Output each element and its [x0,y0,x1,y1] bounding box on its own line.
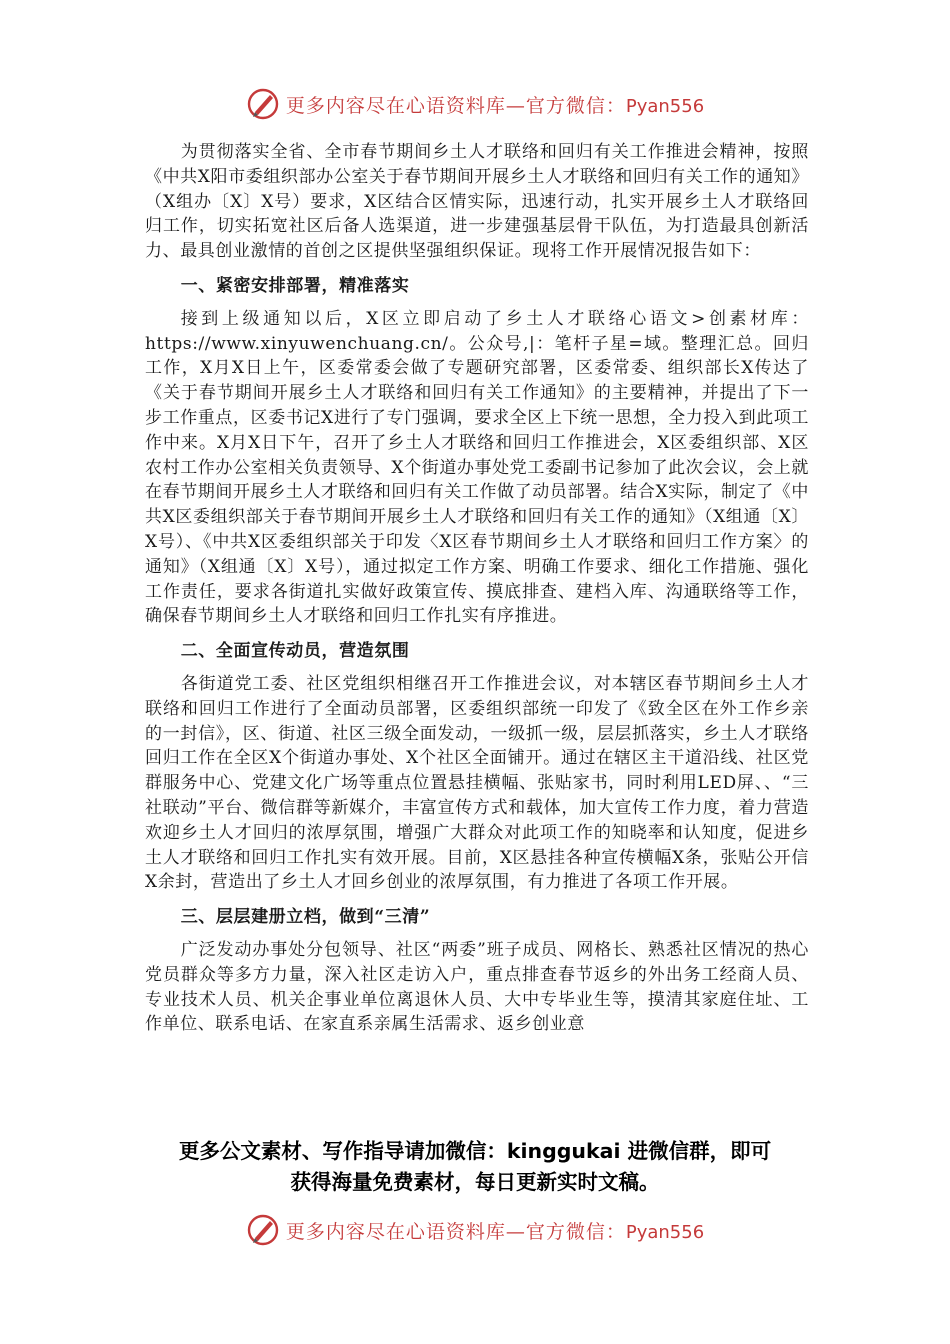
footer-watermark-banner [0,1210,950,1250]
banner-text [286,1217,704,1244]
section-2-paragraph: 各街道党工委、社区党组织相继召开工作推进会议，对本辖区春节期间乡土人才联络和回归工作进行了全面动员部署，区委组织部统一印发了《致全区在外工作乡亲的一封信》，区、街道、社区三级全面发动，一级抓一级，层层抓落实，乡土人才联络回归工作在全区X个街道办事处、X个社区全面铺开。通过在辖区主干道沿线、社区党群服务中心、党建文化广场等重点位置悬挂横幅、张贴家书，同时利用LED屏、、“三社联动”平台、微信群等新媒介，丰富宣传方式和载体，加大宣传工作力度，着力营造欢迎乡土人才回归的浓厚氛围，增强广大群众对此项工作的知晓率和认知度，促进乡土人才联络和回归工作扎实有效开展。目前，X区悬挂各种宣传横幅X条，张贴公开信X余封，营造出了乡土人才回乡创业的浓厚氛围，有力推进了各项工作开展。 [145,673,809,893]
promo-line-1: 更多公文素材、写作指导请加微信：kinggukai 进微信群，即可 [178,1139,772,1163]
banner-wechat-id: Pyan556 [625,95,705,117]
promo-notice [0,1136,950,1198]
banner-wechat-id: Pyan556 [625,1221,705,1243]
section-3-paragraph: 广泛发动办事处分包领导、社区“两委”班子成员、网格长、熟悉社区情况的热心党员群众等多方力量，深入社区走访入户，重点排查春节返乡的外出务工经商人员、专业技术人员、机关企事业单位离退休人员、大中专毕业生等，摸清其家庭住址、工作单位、联系电话、在家直系亲属生活需求、返乡创业意 [145,939,809,1035]
section-heading-2: 二、全面宣传动员，营造氛围 [180,641,410,662]
pen-logo-icon [246,1213,280,1247]
section-heading-3: 三、层层建册立档，做到“三清” [180,907,431,928]
section-heading-1: 一、紧密安排部署，精准落实 [180,275,410,296]
section-1-paragraph: 接到上级通知以后，X区立即启动了乡土人才联络心语文>创素材库：https://www.xinyuwenchuang.cn/。公众号,|：笔杆子星=域。整理汇总。回归工作，X月X日上午，区委常委会做了专题研究部署，区委常委、组织部长X传达了《关于春节期间开展乡土人才联络和回归有关工作通知》的主要精神，并提出了下一步工作重点，区委书记X进行了专门强调，要求全区上下统一思想，全力投入到此项工作中来。X月X日下午，召开了乡土人才联络和回归工作推进会，X区委组织部、X区农村工作办公室相关负责领导、X个街道办事处党工委副书记参加了此次会议，会上就在春节期间开展乡土人才联络和回归有关工作做了动员部署。结合X实际，制定了《中共X区委组织部关于春节期间开展乡土人才联络和回归有关工作的通知》（X组通〔X〕X号）、《中共X区委组织部关于印发〈X区春节期间乡土人才联络和回归工作方案〉的通知》（X组通〔X〕X号），通过拟定工作方案、明确工作要求、细化工作措施、强化工作责任，要求各街道扎实做好政策宣传、摸底排查、建档入库、沟通联络等工作，确保春节期间乡土人才联络和回归工作扎实有序推进。 [145,308,809,627]
document-body [145,140,809,1037]
banner-text [286,91,704,118]
banner-label: 更多内容尽在心语资料库—官方微信： [285,1220,626,1243]
intro-paragraph: 为贯彻落实全省、全市春节期间乡土人才联络和回归有关工作推进会精神，按照《中共X阳市委组织部办公室关于春节期间开展乡土人才联络和回归有关工作的通知》（X组办〔X〕X号）要求，X区结合区情实际，迅速行动，扎实开展乡土人才联络回归工作，切实拓宽社区后备人选渠道，进一步建强基层骨干队伍，为打造最具创新活力、最具创业激情的首创之区提供坚强组织保证。现将工作开展情况报告如下： [145,142,809,262]
promo-line-2: 获得海量免费素材，每日更新实时文稿。 [290,1170,660,1194]
pen-logo-icon [246,87,280,121]
banner-label: 更多内容尽在心语资料库—官方微信： [285,94,626,117]
header-watermark-banner [0,84,950,124]
